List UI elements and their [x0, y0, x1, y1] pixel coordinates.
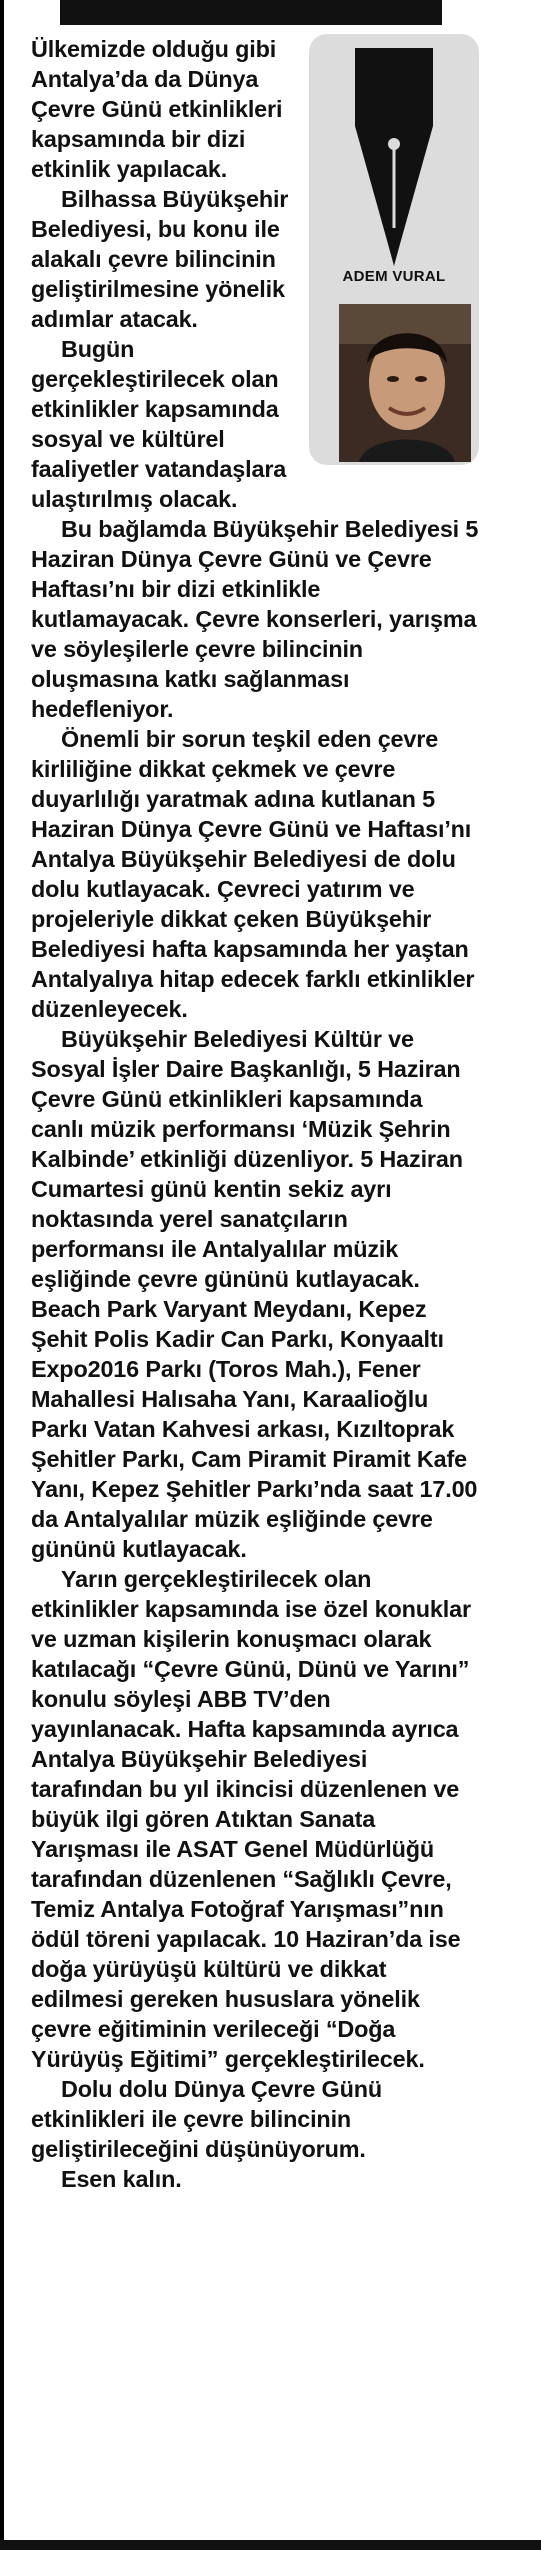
article-body [31, 34, 479, 2194]
paragraph-7: Yarın gerçekleştirilecek olan etkinlikler kapsamında ise özel konuklar ve uzman kişilerin konuşmacı olarak katılacağı “Çevre Günü, Dünü ve Yarını” konulu söyleşi ABB TV’den yayınlanacak. Hafta kapsamında ayrıca Antalya Büyükşehir Belediyesi tarafından bu yıl ikincisi düzenlenen ve büyük ilgi gören Atıktan Sanata Yarışması ile ASAT Genel Müdürlüğü tarafından düzenlenen “Sağlıklı Çevre, Temiz Antalya Fotoğraf Yarışması”nın ödül töreni yapılacak. 10 Haziran’da ise doğa yürüyüşü kültürü ve dikkat edilmesi gereken hususlara yönelik çevre eğitiminin verileceği “Doğa Yürüyüş Eğitimi” gerçekleştirilecek. [31, 1566, 471, 2072]
paragraph-9: Esen kalın. [61, 2166, 182, 2192]
bottom-border [0, 2540, 541, 2550]
paragraph-8: Dolu dolu Dünya Çevre Günü etkinlikleri ile çevre bilincinin geliştirileceğini düşünüyorum. [31, 2076, 382, 2162]
author-photo [339, 304, 471, 462]
paragraph-1: Ülkemizde olduğu gibi Antalya’da da Dünya Çevre Günü etkinlikleri kapsamında bir dizi etkinlik yapılacak. [31, 36, 283, 182]
fountain-pen-icon [353, 48, 435, 268]
left-border [0, 0, 4, 2550]
paragraph-5: Önemli bir sorun teşkil eden çevre kirliliğine dikkat çekmek ve çevre duyarlılığı yaratmak adına kutlanan 5 Haziran Dünya Çevre Günü ve Haftası’nı Antalya Büyükşehir Belediyesi de dolu dolu kutlayacak. Çevreci yatırım ve projeleriyle dikkat çeken Büyükşehir Belediyesi hafta kapsamında her yaştan Antalyalıya hitap edecek farklı etkinlikler düzenleyecek. [31, 726, 475, 1022]
paragraph-6: Büyükşehir Belediyesi Kültür ve Sosyal İşler Daire Başkanlığı, 5 Haziran Çevre Günü etkinlikleri kapsamında canlı müzik performansı ‘Müzik Şehrin Kalbinde’ etkinliği düzenliyor. 5 Haziran Cumartesi günü kentin sekiz ayrı noktasında yerel sanatçıların performansı ile Antalyalılar müzik eşliğinde çevre gününü kutlayacak. Beach Park Varyant Meydanı, Kepez Şehit Polis Kadir Can Parkı, Konyaaltı Expo2016 Parkı (Toros Mah.), Fener Mahallesi Halısaha Yanı, Karaalioğlu Parkı Vatan Kahvesi arkası, Kızıltoprak Şehitler Parkı, Cam Piramit Piramit Kafe Yanı, Kepez Şehitler Parkı’nda saat 17.00 da Antalyalılar müzik eşliğinde çevre gününü kutlayacak. [31, 1026, 478, 1562]
author-box [309, 34, 479, 465]
header-bar [60, 0, 442, 25]
paragraph-2: Bilhassa Büyükşehir Belediyesi, bu konu ile alakalı çevre bilincinin geliştirilmesine yönelik adımlar atacak. [31, 186, 289, 332]
paragraph-4: Bu bağlamda Büyükşehir Belediyesi 5 Haziran Dünya Çevre Günü ve Çevre Haftası’nı bir dizi etkinlikle kutlamayacak. Çevre konserleri, yarışma ve söyleşilerle çevre bilincinin oluşmasına katkı sağlanması hedefleniyor. [31, 516, 479, 722]
author-name: ADEM VURAL [342, 268, 446, 285]
paragraph-3: Bugün gerçekleştirilecek olan etkinlikler kapsamında sosyal ve kültürel faaliyetler vatandaşlara ulaştırılmış olacak. [31, 336, 287, 512]
